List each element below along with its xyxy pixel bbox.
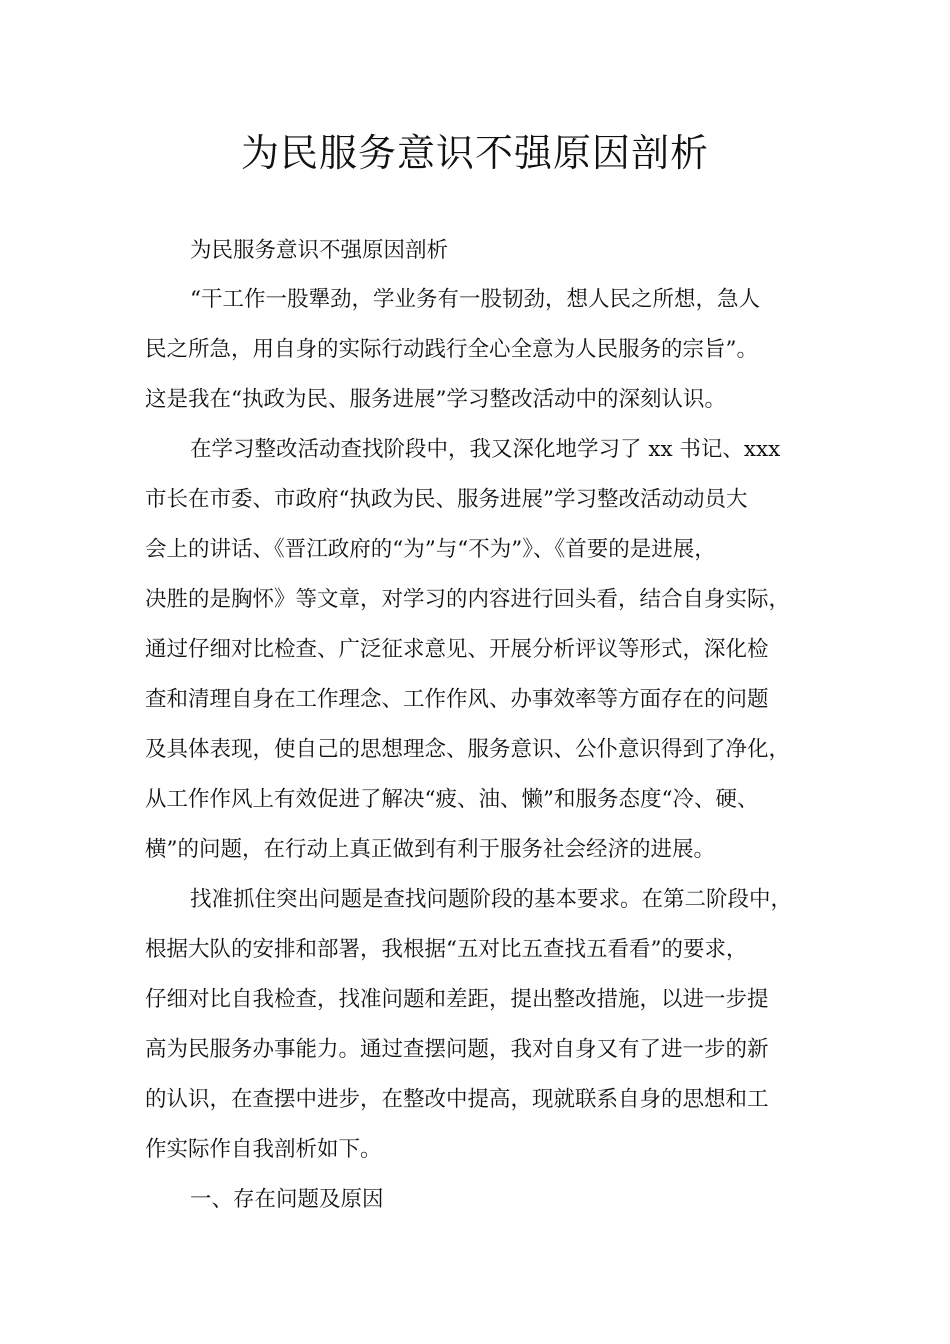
paragraph-line: 在学习整改活动查找阶段中，我又深化地学习了 xx 书记、xxx <box>190 437 781 462</box>
paragraph-line: 仔细对比自我检查，找准问题和差距，提出整改措施，以进一步提 <box>145 987 769 1012</box>
paragraph-line: 及具体表现，使自己的思想理念、服务意识、公仆意识得到了净化， <box>145 737 791 762</box>
document-title: 为民服务意识不强原因剖析 <box>240 131 709 175</box>
paragraph-line: 市长在市委、市政府“执政为民、服务进展”学习整改活动动员大 <box>145 487 748 512</box>
paragraph-line: 查和清理自身在工作理念、工作作风、办事效率等方面存在的问题 <box>145 687 769 712</box>
paragraph-line: 从工作作风上有效促进了解决“疲、油、懒”和服务态度“冷、硬、 <box>145 787 759 812</box>
paragraph-line: 决胜的是胸怀》等文章，对学习的内容进行回头看，结合自身实际， <box>145 587 791 612</box>
paragraph-line: 的认识，在查摆中进步，在整改中提高，现就联系自身的思想和工 <box>145 1087 769 1112</box>
paragraph-line: 高为民服务办事能力。通过查摆问题，我对自身又有了进一步的新 <box>145 1037 769 1062</box>
paragraph-line: 民之所急，用自身的实际行动践行全心全意为人民服务的宗旨”。 <box>145 337 758 362</box>
paragraph-line: 这是我在“执政为民、服务进展”学习整改活动中的深刻认识。 <box>145 387 726 412</box>
paragraph-line: 横”的问题，在行动上真正做到有利于服务社会经济的进展。 <box>145 837 715 862</box>
section-heading: 一、存在问题及原因 <box>190 1187 384 1212</box>
paragraph-line: 根据大队的安排和部署，我根据“五对比五查找五看看”的要求， <box>145 937 748 962</box>
paragraph-line: 会上的讲话、《晋江政府的“为”与“不为”》、《首要的是进展， <box>145 537 716 562</box>
subtitle-line: 为民服务意识不强原因剖析 <box>190 238 449 263</box>
paragraph-line: 作实际作自我剖析如下。 <box>145 1137 382 1162</box>
paragraph-line: “干工作一股犟劲，学业务有一股韧劲，想人民之所想，急人 <box>190 287 760 312</box>
paragraph-line: 找准抓住突出问题是查找问题阶段的基本要求。在第二阶段中， <box>190 887 793 912</box>
paragraph-line: 通过仔细对比检查、广泛征求意见、开展分析评议等形式，深化检 <box>145 637 769 662</box>
